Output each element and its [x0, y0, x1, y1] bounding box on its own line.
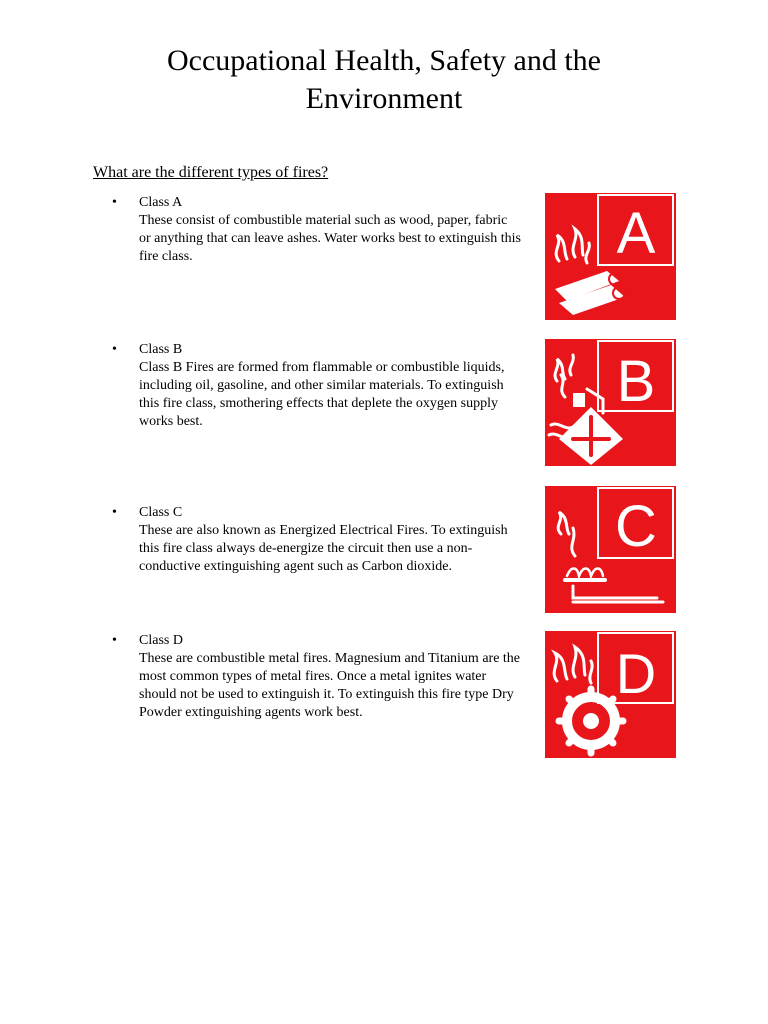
fire-class-description: These are also known as Energized Electrical Fires. To extinguish this fire class always de-energize the circuit then use a non-conductive extinguishing agent such as Carbon dioxide.	[139, 523, 508, 574]
fire-class-heading: Class C	[139, 505, 183, 520]
fire-class-item	[112, 504, 522, 576]
fire-class-description: These are combustible metal fires. Magnesium and Titanium are the most common types of metal fires. Once a metal ignites water should not be used to extinguish it. To extinguish this fire type Dry Powder extinguishing agents work best.	[139, 651, 521, 720]
fire-class-description: Class B Fires are formed from flammable or combustible liquids, including oil, gasoline, and other similar materials. To extinguish this fire class, smothering effects that deplete the oxygen supply works best.	[139, 360, 505, 429]
bullet-icon: •	[112, 195, 117, 210]
sign-letter-a: A	[616, 201, 656, 266]
fire-class-description: These consist of combustible material such as wood, paper, fabric or anything that can leave ashes. Water works best to extinguish this fire class.	[139, 213, 521, 264]
fire-class-heading: Class A	[139, 195, 183, 210]
fire-class-item	[112, 632, 522, 722]
fire-class-item	[112, 194, 522, 266]
section-heading: What are the different types of fires?	[93, 164, 329, 181]
fire-class-d-sign	[545, 631, 676, 758]
sign-letter-c: C	[615, 494, 657, 559]
fire-class-item	[112, 341, 522, 431]
fire-class-b-sign	[545, 339, 676, 466]
bullet-icon: •	[112, 633, 117, 648]
bullet-icon: •	[112, 342, 117, 357]
fire-class-heading: Class B	[139, 342, 183, 357]
fire-class-heading: Class D	[139, 633, 183, 648]
bullet-icon: •	[112, 505, 117, 520]
sign-letter-d: D	[615, 642, 657, 705]
fire-class-c-sign	[545, 486, 676, 613]
page-title: Occupational Health, Safety and the Environment	[166, 44, 601, 115]
fire-class-a-sign	[545, 193, 676, 320]
sign-letter-b: B	[616, 349, 656, 414]
